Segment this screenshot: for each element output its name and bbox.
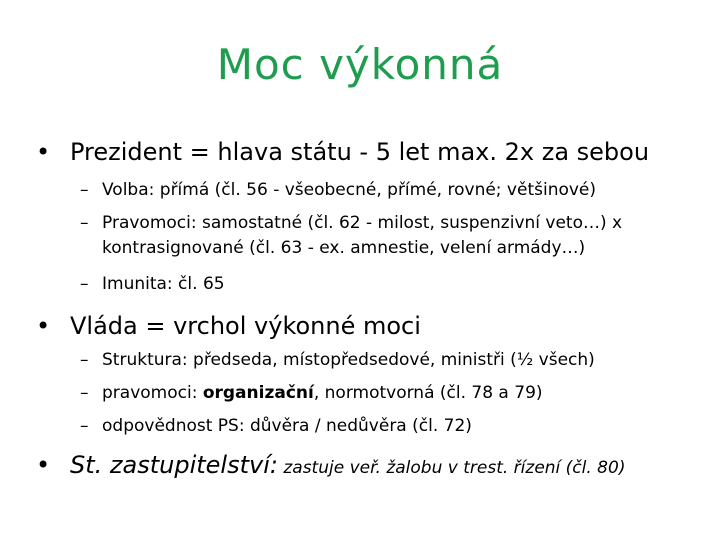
- sub-text: Pravomoci: samostatné (čl. 62 - milost, suspenzivní veto…) x: [102, 213, 623, 233]
- dash-icon: –: [80, 350, 89, 370]
- bullet-icon: •: [36, 138, 51, 166]
- bullet-rest: zastuje veř. žalobu v trest. řízení (čl. 80): [277, 458, 626, 478]
- bullet-lead: St. zastupitelství:: [70, 451, 278, 479]
- bullet-text: [70, 450, 625, 483]
- dash-icon: –: [80, 416, 89, 436]
- sub-suffix: , normotvorná (čl. 78 a 79): [313, 383, 543, 403]
- dash-icon: –: [80, 274, 89, 294]
- sub-text: Imunita: čl. 65: [102, 274, 225, 294]
- sub-text: odpovědnost PS: důvěra / nedůvěra (čl. 72): [102, 416, 472, 436]
- sub-bold: organizační: [202, 383, 314, 403]
- sub-text: [102, 381, 692, 405]
- sub-text: Struktura: předseda, místopředsedové, ministři (½ všech): [102, 350, 595, 370]
- dash-icon: –: [80, 383, 89, 403]
- sub-text: kontrasignované (čl. 63 - ex. amnestie, velení armády…): [102, 238, 586, 258]
- slide-title: Moc výkonná: [216, 40, 504, 89]
- bullet-icon: •: [36, 312, 51, 340]
- bullet-text: Prezident = hlava státu - 5 let max. 2x za sebou: [70, 138, 650, 166]
- sub-prefix: pravomoci:: [102, 383, 203, 403]
- bullet-text: Vláda = vrchol výkonné moci: [70, 312, 421, 340]
- dash-icon: –: [80, 213, 89, 233]
- dash-icon: –: [80, 180, 89, 200]
- sub-text: Volba: přímá (čl. 56 - všeobecné, přímé, rovné; většinové): [102, 180, 597, 200]
- bullet-icon: •: [36, 451, 51, 479]
